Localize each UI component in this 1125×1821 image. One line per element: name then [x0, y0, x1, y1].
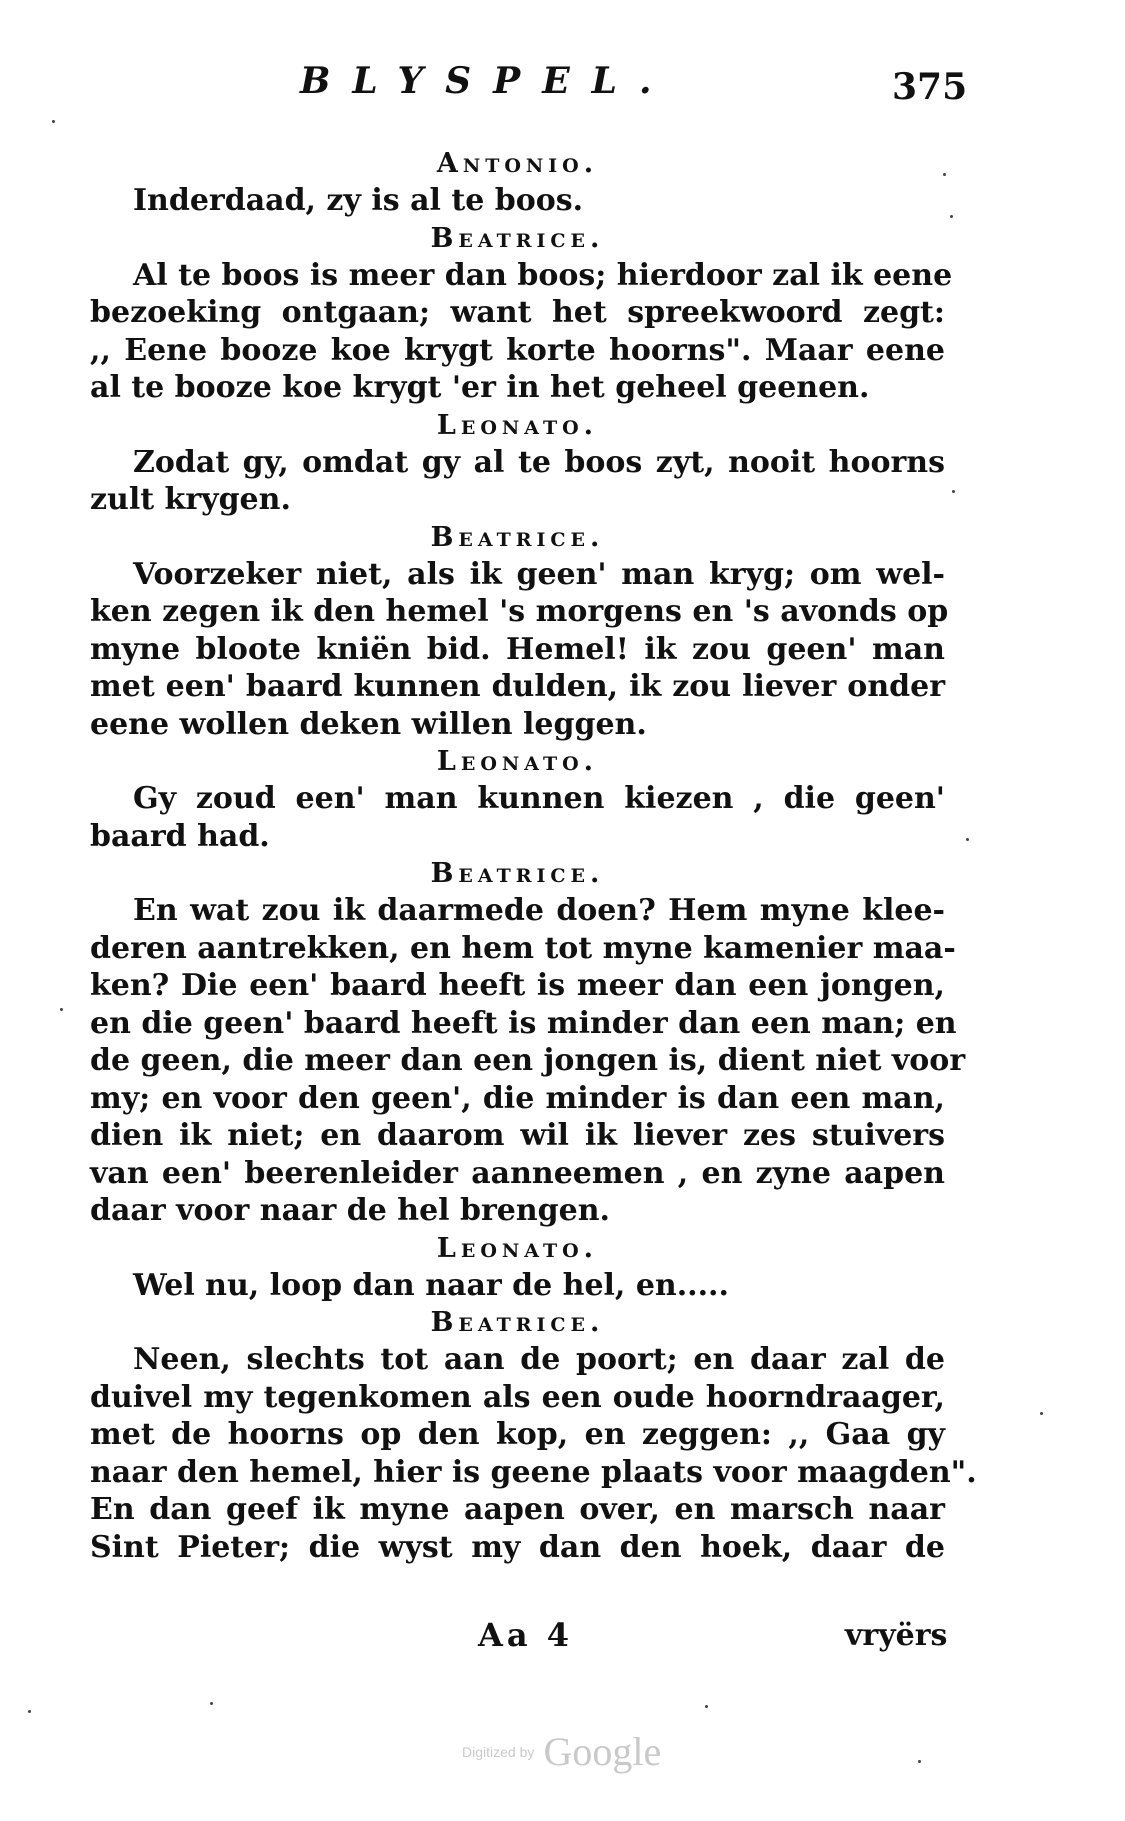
- speaker-name: Beatrice.: [430, 222, 605, 254]
- scan-speck: [918, 1760, 921, 1763]
- text-line: daar voor naar de hel brengen.: [90, 1193, 610, 1228]
- digitization-watermark: [462, 1728, 661, 1778]
- scan-speck: [60, 1008, 63, 1011]
- text-line: myne bloote kniën bid. Hemel! ik zou geen' man: [90, 631, 945, 667]
- text-line: van een' beerenleider aanneemen , en zyne aapen: [90, 1155, 945, 1191]
- scan-speck: [1040, 1412, 1043, 1415]
- text-line: naar den hemel, hier is geene plaats voor maagden".: [90, 1454, 977, 1490]
- page-number: 375: [892, 66, 968, 108]
- play-text: [90, 145, 977, 1566]
- text-line: ,, Eene booze koe krygt korte hoorns". Maar eene: [90, 332, 945, 368]
- scan-speck: [943, 173, 946, 176]
- scan-speck: [210, 1702, 213, 1705]
- speaker-name: Leonato.: [436, 409, 599, 441]
- watermark-brand: Google: [543, 1729, 662, 1774]
- running-title: BLYSPEL.: [300, 60, 674, 102]
- watermark-prefix: Digitized by: [462, 1743, 535, 1760]
- text-line: En wat zou ik daarmede doen? Hem myne klee-: [133, 893, 945, 928]
- text-line: Al te boos is meer dan boos; hierdoor zal ik eene: [133, 257, 953, 293]
- text-line: ken zegen ik den hemel 's morgens en 's avonds op: [90, 594, 949, 629]
- text-line: zult krygen.: [90, 482, 291, 517]
- speaker-name: Beatrice.: [430, 858, 605, 889]
- text-line: En dan geef ik myne aapen over, en marsch naar: [90, 1492, 945, 1527]
- text-line: ken? Die een' baard heeft is meer dan een jongen,: [90, 968, 945, 1003]
- text-line: bezoeking ontgaan; want het spreekwoord zegt:: [90, 295, 945, 330]
- text-line: duivel my tegenkomen als een oude hoorndraager,: [90, 1379, 945, 1415]
- text-line: eene wollen deken willen leggen.: [90, 706, 647, 742]
- text-line: de geen, die meer dan een jongen is, dient niet voor: [90, 1043, 966, 1078]
- scan-speck: [950, 215, 953, 218]
- scan-speck: [28, 1710, 31, 1713]
- text-line: met de hoorns op den kop, en zeggen: ,, Gaa gy: [90, 1417, 945, 1452]
- text-line: Wel nu, loop dan naar de hel, en.....: [133, 1267, 729, 1303]
- text-line: Zodat gy, omdat gy al te boos zyt, nooit hoorns: [133, 444, 945, 480]
- page-header: [0, 52, 1125, 112]
- catchword: vryërs: [845, 1618, 948, 1653]
- text-line: deren aantrekken, en hem tot myne kamenier maa-: [90, 930, 956, 966]
- text-line: baard had.: [90, 818, 270, 854]
- scan-speck: [966, 838, 969, 841]
- scan-speck: [52, 120, 55, 123]
- scan-speck: [705, 1705, 708, 1708]
- text-line: al te booze koe krygt 'er in het geheel geenen.: [90, 370, 870, 405]
- text-line: en die geen' baard heeft is minder dan een man; en: [90, 1005, 957, 1041]
- speaker-name: Beatrice.: [430, 1307, 605, 1338]
- scan-speck: [952, 490, 955, 493]
- text-line: Inderdaad, zy is al te boos.: [133, 183, 584, 218]
- text-line: my; en voor den geen', die minder is dan een man,: [90, 1080, 945, 1116]
- speaker-name: Beatrice.: [430, 521, 605, 553]
- text-line: Voorzeker niet, als ik geen' man kryg; om wel-: [133, 556, 945, 592]
- text-line: Sint Pieter; die wyst my dan den hoek, daar de: [90, 1529, 945, 1565]
- speaker-name: Leonato.: [436, 746, 599, 777]
- page-footer: [0, 1616, 1125, 1660]
- text-line: Neen, slechts tot aan de poort; en daar zal de: [133, 1342, 945, 1377]
- text-line: Gy zoud een' man kunnen kiezen , die geen': [133, 781, 945, 816]
- printer-signature: Aa 4: [478, 1616, 573, 1654]
- speaker-name: Antonio.: [436, 148, 599, 179]
- text-line: dien ik niet; en daarom wil ik liever zes stuivers: [90, 1118, 945, 1153]
- speaker-name: Leonato.: [436, 1232, 599, 1264]
- text-line: met een' baard kunnen dulden, ik zou liever onder: [90, 669, 945, 704]
